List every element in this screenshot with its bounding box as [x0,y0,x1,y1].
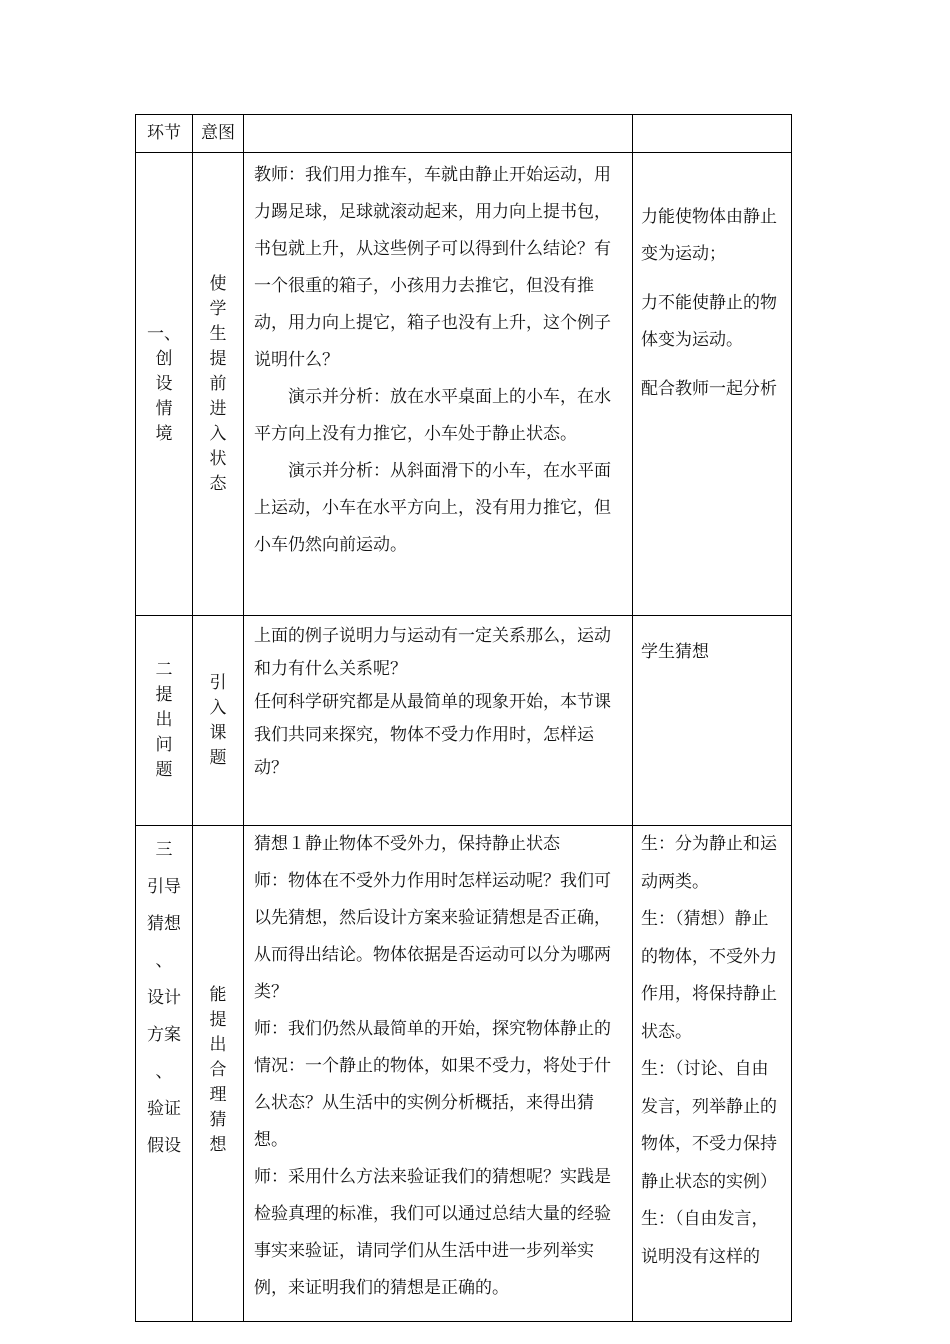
intent-char: 提 [209,1010,227,1030]
intent-char: 提 [209,348,227,369]
teacher-paragraph: 教师：我们用力推车，车就由静止开始运动，用力踢足球，足球就滚动起来，用力向上提书包，书包就上升，从这些例子可以得到什么结论？有一个很重的箱子，小孩用力去推它，但没有推动，用力向上提它，箱子也没有上升，这个例子说明什么？ [254,165,611,370]
stage-char: 一、 [147,323,181,344]
stage-char: 提 [155,685,173,705]
stage-char: 方案 [147,1025,181,1045]
intent-char: 入 [209,697,227,718]
header-student [633,115,792,153]
teacher-paragraph: 师：物体在不受外力作用时怎样运动呢？我们可以先猜想，然后设计方案来验证猜想是否正确，从而得出结论。物体依据是否运动可以分为哪两类？ [254,871,611,1002]
teacher-activity-cell [244,616,633,826]
header-intent: 意图 [193,115,244,153]
intent-char: 题 [209,747,227,768]
stage-char: 三 [155,840,173,860]
table-row [136,616,792,826]
intent-char: 学 [209,298,227,319]
intent-char: 想 [209,1135,227,1155]
intent-char: 态 [209,473,227,494]
intent-char: 引 [209,672,227,693]
lesson-plan-table [135,114,792,1322]
intent-char: 猜 [209,1110,227,1130]
stage-char: 设计 [147,988,181,1008]
student-paragraph: 学生猜想 [641,642,709,662]
intent-char: 生 [209,323,227,344]
teacher-paragraph: 演示并分析：从斜面滑下的小车，在水平面上运动，小车在水平方向上，没有用力推它，但小车仍然向前运动。 [254,461,611,555]
stage-char: 验证 [147,1099,181,1119]
stage-char: 设 [155,373,173,394]
stage-cell [136,153,193,616]
student-paragraph: 生：（猜想）静止的物体，不受外力作用，将保持静止状态。 [641,909,777,1042]
intent-char: 理 [209,1085,227,1105]
stage-char: 境 [155,423,173,444]
student-activity-cell [633,153,792,616]
stage-char: 出 [155,710,173,730]
table-row [136,153,792,616]
teacher-activity-cell [244,826,633,1322]
intent-char: 课 [209,722,227,743]
intent-char: 进 [209,398,227,419]
header-teacher [244,115,633,153]
stage-char: 创 [155,348,173,369]
student-paragraph: 配合教师一起分析 [641,379,777,399]
stage-char: 、 [155,951,173,971]
stage-char: 、 [155,1062,173,1082]
student-activity-cell [633,616,792,826]
stage-char: 假设 [147,1136,181,1156]
intent-char: 能 [209,985,227,1005]
intent-char: 出 [209,1035,227,1055]
table-row [136,826,792,1322]
stage-char: 题 [155,760,173,780]
intent-char: 合 [209,1060,227,1080]
student-paragraph: 生：（自由发言，说明没有这样的 [641,1209,769,1267]
intent-char: 状 [209,448,227,469]
student-paragraph: 生：（讨论、自由发言，列举静止的物体，不受力保持静止状态的实例） [641,1059,777,1192]
teacher-paragraph: 师：采用什么方法来验证我们的猜想呢？实践是检验真理的标准，我们可以通过总结大量的经验事实来验证，请同学们从生活中进一步列举实例，来证明我们的猜想是正确的。 [254,1167,611,1298]
stage-char: 问 [155,735,173,755]
header-row [136,115,792,153]
stage-cell [136,616,193,826]
teacher-paragraph: 任何科学研究都是从最简单的现象开始，本节课我们共同来探究，物体不受力作用时，怎样运动？ [254,692,611,778]
student-paragraph: 生：分为静止和运动两类。 [641,834,777,892]
stage-char: 情 [155,398,173,419]
intent-char: 前 [209,373,227,394]
teacher-paragraph: 演示并分析：放在水平桌面上的小车，在水平方向上没有力推它，小车处于静止状态。 [254,387,611,444]
stage-char: 引导 [147,877,181,897]
intent-cell [193,616,244,826]
header-stage: 环节 [136,115,193,153]
student-paragraph: 力不能使静止的物体变为运动。 [641,293,777,350]
teacher-paragraph: 猜想１静止物体不受外力，保持静止状态 [254,834,560,854]
teacher-paragraph: 师：我们仍然从最简单的开始，探究物体静止的情况：一个静止的物体，如果不受力，将处于什么状态？从生活中的实例分析概括，来得出猜想。 [254,1019,611,1150]
stage-char: 二 [155,660,173,680]
student-paragraph: 力能使物体由静止变为运动； [641,207,777,264]
stage-cell [136,826,193,1322]
teacher-paragraph: 上面的例子说明力与运动有一定关系那么，运动和力有什么关系呢？ [254,626,611,679]
intent-cell [193,153,244,616]
intent-char: 入 [209,423,227,444]
student-activity-cell [633,826,792,1322]
teacher-activity-cell [244,153,633,616]
intent-char: 使 [209,273,227,294]
intent-cell [193,826,244,1322]
stage-char: 猜想 [147,914,181,934]
